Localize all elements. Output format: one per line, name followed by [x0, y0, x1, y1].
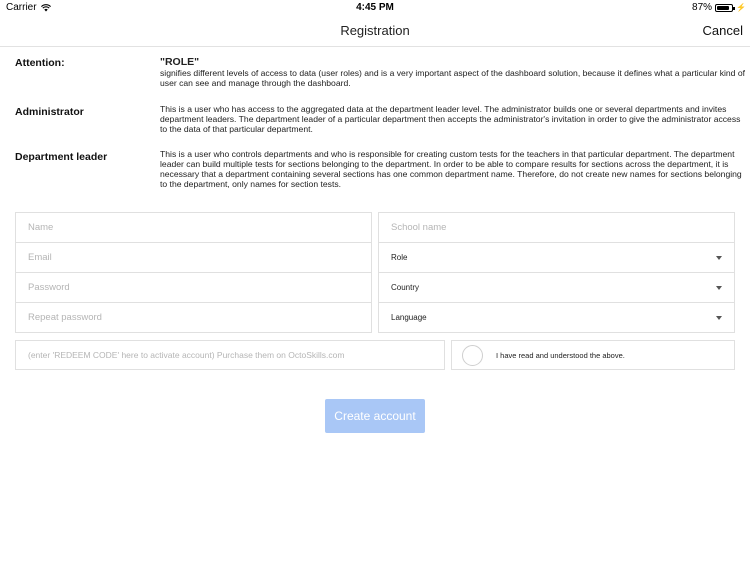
role-select[interactable] — [378, 242, 735, 273]
battery-percent: 87% — [692, 2, 713, 13]
attention-label: Attention: — [15, 57, 65, 69]
role-select-value: Role — [391, 253, 408, 262]
country-select-value: Country — [391, 283, 420, 292]
school-name-input[interactable] — [391, 222, 734, 233]
status-bar — [0, 0, 750, 16]
status-right — [692, 2, 746, 13]
carrier-label: Carrier — [6, 2, 37, 13]
school-name-field[interactable] — [378, 212, 735, 243]
attention-text-block — [160, 56, 745, 88]
terms-checkbox-label: I have read and understood the above. — [496, 351, 625, 360]
language-select-value: Language — [391, 313, 427, 322]
administrator-description: This is a user who has access to the aggregated data at the department leader level. The administrator builds one or several departments and invites department leaders. The department leader of a particular department then accepts the administrator's invitation in order to give the administrator access to the data of that particular department. — [160, 104, 741, 134]
email-input[interactable] — [28, 252, 371, 263]
language-select[interactable] — [378, 302, 735, 333]
password-input[interactable] — [28, 282, 371, 293]
role-heading: "ROLE" — [160, 56, 200, 68]
cancel-button[interactable]: Cancel — [702, 23, 743, 38]
charging-bolt-icon: ⚡ — [736, 3, 746, 12]
chevron-down-icon — [716, 256, 722, 260]
create-account-button[interactable]: Create account — [325, 399, 425, 433]
redeem-code-field[interactable] — [15, 340, 445, 370]
country-select[interactable] — [378, 272, 735, 303]
terms-checkbox-row[interactable] — [451, 340, 735, 370]
administrator-label: Administrator — [15, 106, 84, 118]
repeat-password-input[interactable] — [28, 312, 371, 323]
redeem-code-input[interactable] — [28, 350, 444, 360]
department-leader-label: Department leader — [15, 151, 108, 163]
battery-icon — [715, 4, 733, 12]
department-leader-description: This is a user who controls departments and who is responsible for creating custom tests for the teachers in that particular department. The department leader can build multiple tests for sections belonging to the department. In order to be able to compare results for sections across the department, it is necessary that a department containing several sections has one common department name. Therefore, do not create new names for sections belonging to the department, only names for section tests. — [160, 149, 742, 189]
terms-checkbox[interactable] — [462, 345, 483, 366]
chevron-down-icon — [716, 286, 722, 290]
page-title: Registration — [340, 23, 410, 38]
repeat-password-field[interactable] — [15, 302, 372, 333]
email-field[interactable] — [15, 242, 372, 273]
name-field[interactable] — [15, 212, 372, 243]
password-field[interactable] — [15, 272, 372, 303]
status-time: 4:45 PM — [356, 2, 394, 13]
chevron-down-icon — [716, 316, 722, 320]
role-description: signifies different levels of access to data (user roles) and is a very important aspect of the dashboard solution, because it defines what a particular kind of user can see and manage through the dashboard. — [160, 68, 746, 88]
navigation-bar — [0, 16, 750, 47]
name-input[interactable] — [28, 222, 371, 233]
